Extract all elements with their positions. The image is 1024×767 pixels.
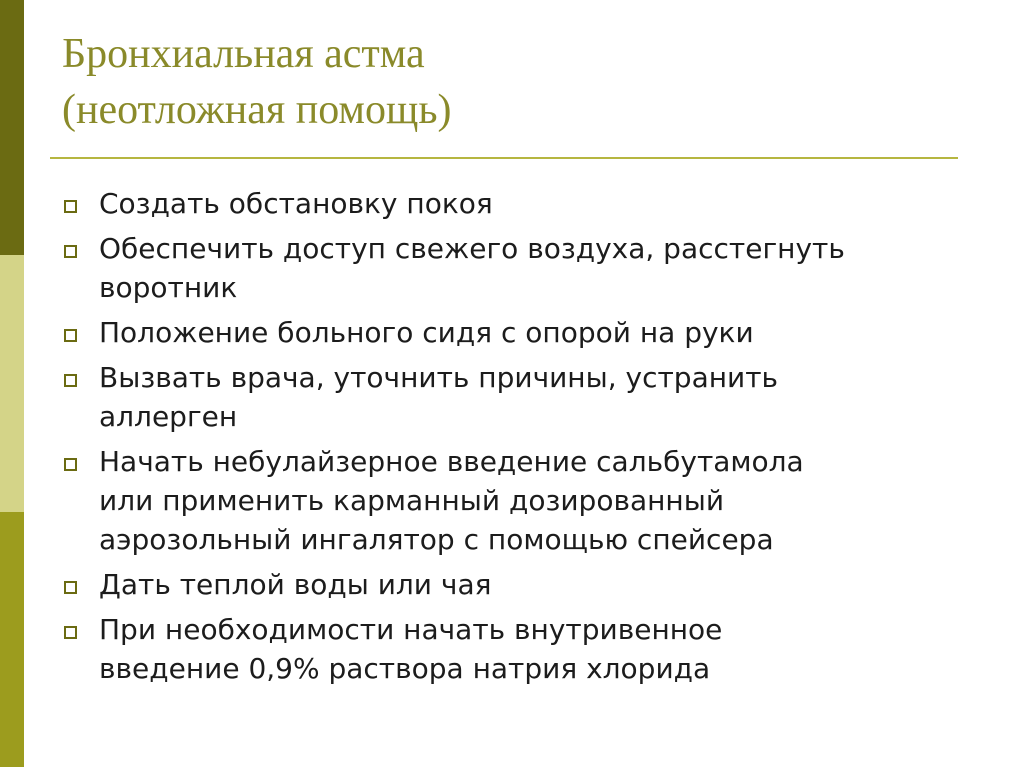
bullet-text: или применить карманный дозированный — [99, 484, 725, 517]
bullet-text: При необходимости начать внутривенное — [99, 613, 723, 646]
title-underline — [50, 157, 958, 159]
bullet-item — [62, 610, 1002, 688]
bullet-text: аэрозольный ингалятор с помощью спейсера — [99, 523, 774, 556]
hollow-square-bullet-icon — [64, 374, 77, 387]
bullet-item — [62, 229, 1002, 307]
bullet-item — [62, 442, 1002, 559]
bullet-text: Вызвать врача, уточнить причины, устранить — [99, 361, 779, 394]
side-bar-bottom — [0, 512, 24, 767]
slide-title-line-2: (неотложная помощь) — [62, 87, 452, 133]
bullet-text: Положение больного сидя с опорой на руки — [99, 316, 754, 349]
bullet-item — [62, 313, 1002, 352]
bullet-text: Обеспечить доступ свежего воздуха, расстегнуть — [99, 232, 845, 265]
bullet-text: Создать обстановку покоя — [99, 187, 493, 220]
bullet-text: аллерген — [99, 400, 238, 433]
slide-title-line-1: Бронхиальная астма — [62, 31, 425, 77]
bullet-text: Дать теплой воды или чая — [99, 568, 492, 601]
bullet-item — [62, 565, 1002, 604]
bullet-text: воротник — [99, 271, 238, 304]
side-bar-middle — [0, 255, 24, 512]
side-bar-top — [0, 0, 24, 255]
hollow-square-bullet-icon — [64, 200, 77, 213]
hollow-square-bullet-icon — [64, 458, 77, 471]
hollow-square-bullet-icon — [64, 245, 77, 258]
slide-title — [62, 26, 962, 138]
hollow-square-bullet-icon — [64, 626, 77, 639]
hollow-square-bullet-icon — [64, 329, 77, 342]
hollow-square-bullet-icon — [64, 581, 77, 594]
bullet-list — [62, 184, 1002, 694]
bullet-text: Начать небулайзерное введение сальбутамола — [99, 445, 804, 478]
bullet-item — [62, 358, 1002, 436]
bullet-text: введение 0,9% раствора натрия хлорида — [99, 652, 711, 685]
bullet-item — [62, 184, 1002, 223]
